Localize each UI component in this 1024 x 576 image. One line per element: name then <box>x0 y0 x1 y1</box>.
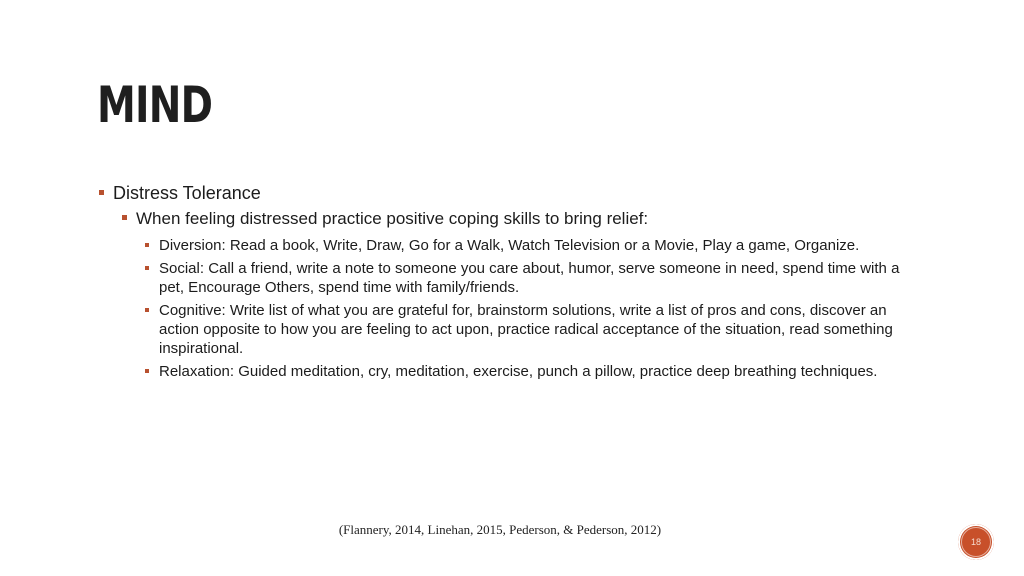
citation: (Flannery, 2014, Linehan, 2015, Pederson, & Pederson, 2012) <box>338 522 662 537</box>
bullet-item-text: Cognitive: Write list of what you are grateful for, brainstorm solutions, write a list of pros and cons, discover an action opposite to how you are feeling to act upon, practice radical acceptance of the situation, read something inspirational. <box>159 302 893 357</box>
bullet-list <box>99 181 939 381</box>
bullet-item-diversion <box>145 236 919 255</box>
bullet-item-relaxation <box>145 362 919 381</box>
bullet-item-social <box>145 259 919 297</box>
bullet-level2-text: When feeling distressed practice positive coping skills to bring relief: <box>136 209 649 228</box>
slide-title: MIND <box>97 76 213 134</box>
bullet-level2 <box>122 207 939 230</box>
bullet-item-cognitive <box>145 301 919 358</box>
square-bullet-icon <box>145 266 149 270</box>
square-bullet-icon <box>99 190 104 195</box>
bullet-item-text: Social: Call a friend, write a note to someone you care about, humor, serve someone in need, spend time with a pet, Encourage Others, spend time with family/friends. <box>159 260 900 296</box>
page-badge-ring <box>961 527 991 557</box>
bullet-level1-text: Distress Tolerance <box>113 183 261 203</box>
page-number: 18 <box>970 537 981 547</box>
bullet-item-text: Diversion: Read a book, Write, Draw, Go for a Walk, Watch Television or a Movie, Play a game, Organize. <box>159 237 860 254</box>
square-bullet-icon <box>145 243 149 247</box>
square-bullet-icon <box>145 369 149 373</box>
square-bullet-icon <box>122 215 127 220</box>
page-number-badge <box>958 524 994 560</box>
bullet-item-text: Relaxation: Guided meditation, cry, meditation, exercise, punch a pillow, practice deep breathing techniques. <box>159 363 878 380</box>
square-bullet-icon <box>145 308 149 312</box>
bullet-level1 <box>99 181 939 205</box>
